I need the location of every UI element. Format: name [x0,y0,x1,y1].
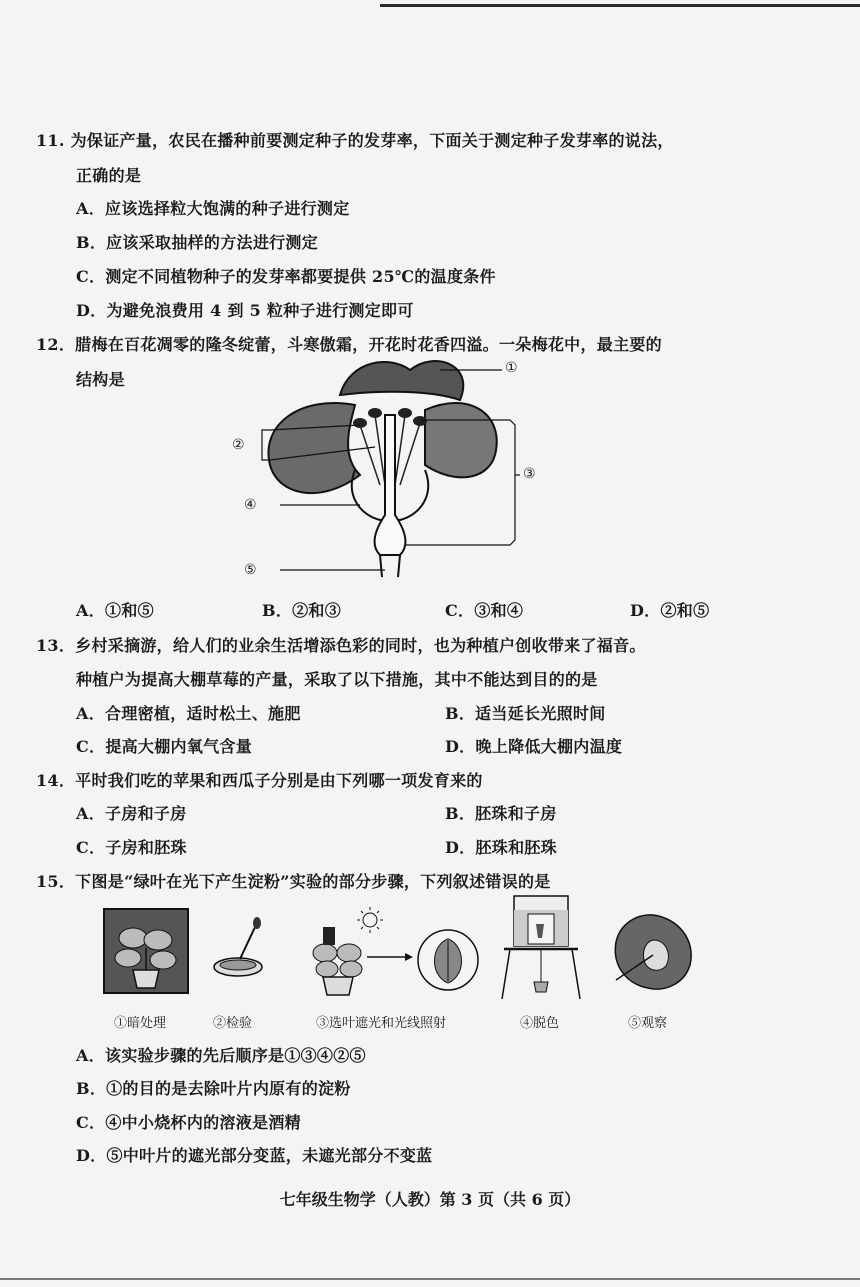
petal-top [340,361,463,400]
q12-option-b: B．②和③ [262,601,342,620]
q15-option-b: B．①的目的是去除叶片内原有的淀粉 [76,1079,351,1098]
q12-option-d: D．②和⑤ [630,601,710,620]
q12-stem-line2: 结构是 [76,370,125,389]
caption-step1: ①暗处理 [114,1016,167,1031]
q15-option-a: A．该实验步骤的先后顺序是①③④②⑤ [76,1046,366,1065]
q13-option-c: C．提高大棚内氧气含量 [76,737,253,756]
q14-option-c: C．子房和胚珠 [76,838,187,857]
pistil [375,415,406,555]
step3-shading-figure [305,905,485,1000]
diagram-label-4: ④ [244,497,257,513]
q13-stem-line2: 种植户为提高大棚草莓的产量，采取了以下措施，其中不能达到目的的是 [76,670,598,689]
q14-option-d: D．胚珠和胚珠 [445,838,557,857]
diagram-label-3: ③ [523,466,536,482]
caption-step2: ②检验 [213,1016,253,1031]
bottom-edge-line [0,1278,860,1280]
q15-option-c: C．④中小烧杯内的溶液是酒精 [76,1113,301,1132]
q13-option-d: D．晚上降低大棚内温度 [445,737,623,756]
q13-option-a: A．合理密植，适时松土、施肥 [76,704,301,723]
q14-option-a: A．子房和子房 [76,804,187,823]
q14-stem: 14．平时我们吃的苹果和西瓜子分别是由下列哪一项发育来的 [36,771,483,790]
q13-stem-line1: 13．乡村采摘游，给人们的业余生活增添色彩的同时，也为种植户创收带来了福音。 [36,636,646,655]
caption-step3: ③选叶遮光和光线照射 [316,1016,447,1031]
diagram-label-2: ② [232,437,245,453]
step1-dark-treatment-figure [103,908,189,994]
q11-option-b: B．应该采取抽样的方法进行测定 [76,233,319,252]
step2-iodine-test-figure [210,915,270,985]
diagram-label-1: ① [505,360,518,376]
petal-left [268,403,360,493]
caption-step5: ⑤观察 [628,1016,668,1031]
q11-option-c: C．测定不同植物种子的发芽率都要提供 25℃的温度条件 [76,267,496,286]
q15-option-d: D．⑤中叶片的遮光部分变蓝，未遮光部分不变蓝 [76,1146,433,1165]
petal-right [425,403,497,477]
page-footer: 七年级生物学（人教）第 3 页（共 6 页） [279,1190,581,1209]
q11-option-a: A．应该选择粒大饱满的种子进行测定 [76,199,350,218]
flower-diagram [240,355,540,580]
step5-observe-figure [608,910,698,995]
q12-option-a: A．①和⑤ [76,601,154,620]
step4-decolorize-figure [496,894,586,1004]
q13-option-b: B．适当延长光照时间 [445,704,606,723]
stem [380,555,400,577]
q11-stem-line1: 11. 为保证产量，农民在播种前要测定种子的发芽率，下面关于测定种子发芽率的说法， [36,131,674,150]
sun-icon [357,907,383,933]
top-edge-line [380,4,860,7]
q11-option-d: D．为避免浪费用 4 到 5 粒种子进行测定即可 [76,301,414,320]
q12-option-c: C．③和④ [445,601,524,620]
q14-option-b: B．胚珠和子房 [445,804,557,823]
q11-stem-line2: 正确的是 [76,166,142,185]
caption-step4: ④脱色 [520,1016,560,1031]
q15-stem: 15．下图是“绿叶在光下产生淀粉”实验的部分步骤，下列叙述错误的是 [36,872,551,891]
q12-stem-line1: 12．腊梅在百花凋零的隆冬绽蕾，斗寒傲霜，开花时花香四溢。一朵梅花中，最主要的 [36,335,662,354]
diagram-label-5: ⑤ [244,562,257,578]
